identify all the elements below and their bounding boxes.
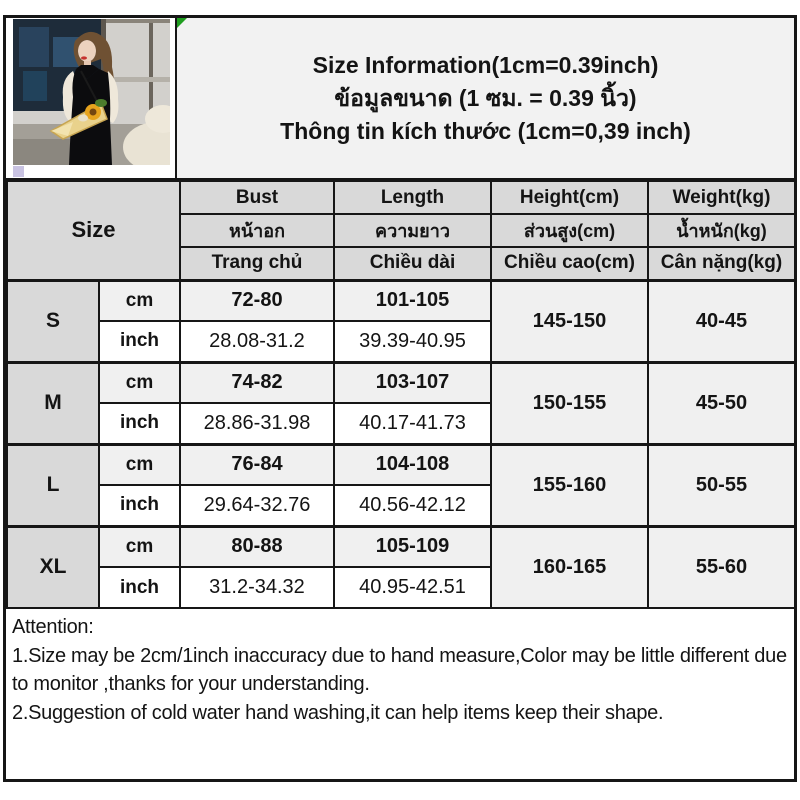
header-weight-th: น้ำหนัก(kg) bbox=[648, 214, 795, 247]
size-chart bbox=[3, 15, 797, 782]
header-bust-th: หน้าอก bbox=[180, 214, 334, 247]
attention-note-1: 1.Size may be 2cm/1inch inaccuracy due to hand measure,Color may be little different due to monitor ,thanks for your understanding. bbox=[12, 644, 787, 695]
row-s-length-inch: 39.39-40.95 bbox=[334, 321, 491, 362]
row-l-height: 155-160 bbox=[491, 444, 648, 526]
row-m-bust-inch: 28.86-31.98 bbox=[180, 403, 334, 444]
row-m-bust-cm: 74-82 bbox=[180, 362, 334, 403]
header-weight-en: Weight(kg) bbox=[648, 181, 795, 214]
row-m-length-inch: 40.17-41.73 bbox=[334, 403, 491, 444]
row-l-bust-cm: 76-84 bbox=[180, 444, 334, 485]
row-m-weight: 45-50 bbox=[648, 362, 795, 444]
row-s-size: S bbox=[7, 280, 99, 362]
title-block bbox=[177, 18, 794, 178]
row-m-height: 150-155 bbox=[491, 362, 648, 444]
row-l-length-inch: 40.56-42.12 bbox=[334, 485, 491, 526]
row-s-weight: 40-45 bbox=[648, 280, 795, 362]
row-s-unit-cm: cm bbox=[99, 280, 180, 321]
row-s-length-cm: 101-105 bbox=[334, 280, 491, 321]
row-l-unit-cm: cm bbox=[99, 444, 180, 485]
green-corner-marker-icon bbox=[177, 18, 187, 28]
row-l-size: L bbox=[7, 444, 99, 526]
header-size: Size bbox=[7, 181, 180, 280]
row-xl-unit-inch: inch bbox=[99, 567, 180, 608]
row-xl-length-cm: 105-109 bbox=[334, 526, 491, 567]
row-m-unit-inch: inch bbox=[99, 403, 180, 444]
attention-section bbox=[6, 609, 794, 727]
header-length-vi: Chiều dài bbox=[334, 247, 491, 280]
row-l-length-cm: 104-108 bbox=[334, 444, 491, 485]
model-photo bbox=[13, 19, 170, 165]
title-thai: ข้อมูลขนาด (1 ซม. = 0.39 นิ้ว) bbox=[334, 84, 637, 111]
header-length-en: Length bbox=[334, 181, 491, 214]
row-s-height: 145-150 bbox=[491, 280, 648, 362]
attention-heading: Attention: bbox=[12, 616, 94, 638]
header-weight-vi: Cân nặng(kg) bbox=[648, 247, 795, 280]
size-table bbox=[6, 180, 796, 609]
row-s-bust-cm: 72-80 bbox=[180, 280, 334, 321]
photo-corner-chip bbox=[13, 166, 24, 177]
row-m-size: M bbox=[7, 362, 99, 444]
row-m-unit-cm: cm bbox=[99, 362, 180, 403]
row-xl-size: XL bbox=[7, 526, 99, 608]
row-xl-length-inch: 40.95-42.51 bbox=[334, 567, 491, 608]
attention-note-2: 2.Suggestion of cold water hand washing,it can help items keep their shape. bbox=[12, 701, 664, 724]
title-english: Size Information(1cm=0.39inch) bbox=[312, 51, 659, 78]
header-length-th: ความยาว bbox=[334, 214, 491, 247]
row-xl-unit-cm: cm bbox=[99, 526, 180, 567]
row-xl-height: 160-165 bbox=[491, 526, 648, 608]
header-height-en: Height(cm) bbox=[491, 181, 648, 214]
row-s-unit-inch: inch bbox=[99, 321, 180, 362]
header-bust-vi: Trang chủ bbox=[180, 247, 334, 280]
header-bust-en: Bust bbox=[180, 181, 334, 214]
header-height-vi: Chiều cao(cm) bbox=[491, 247, 648, 280]
row-m-length-cm: 103-107 bbox=[334, 362, 491, 403]
row-xl-bust-cm: 80-88 bbox=[180, 526, 334, 567]
row-l-bust-inch: 29.64-32.76 bbox=[180, 485, 334, 526]
header-height-th: ส่วนสูง(cm) bbox=[491, 214, 648, 247]
product-photo-cell bbox=[6, 18, 177, 178]
banner-row bbox=[6, 18, 794, 180]
row-s-bust-inch: 28.08-31.2 bbox=[180, 321, 334, 362]
row-xl-weight: 55-60 bbox=[648, 526, 795, 608]
title-vietnamese: Thông tin kích thước (1cm=0,39 inch) bbox=[280, 117, 691, 144]
row-l-unit-inch: inch bbox=[99, 485, 180, 526]
row-l-weight: 50-55 bbox=[648, 444, 795, 526]
row-xl-bust-inch: 31.2-34.32 bbox=[180, 567, 334, 608]
